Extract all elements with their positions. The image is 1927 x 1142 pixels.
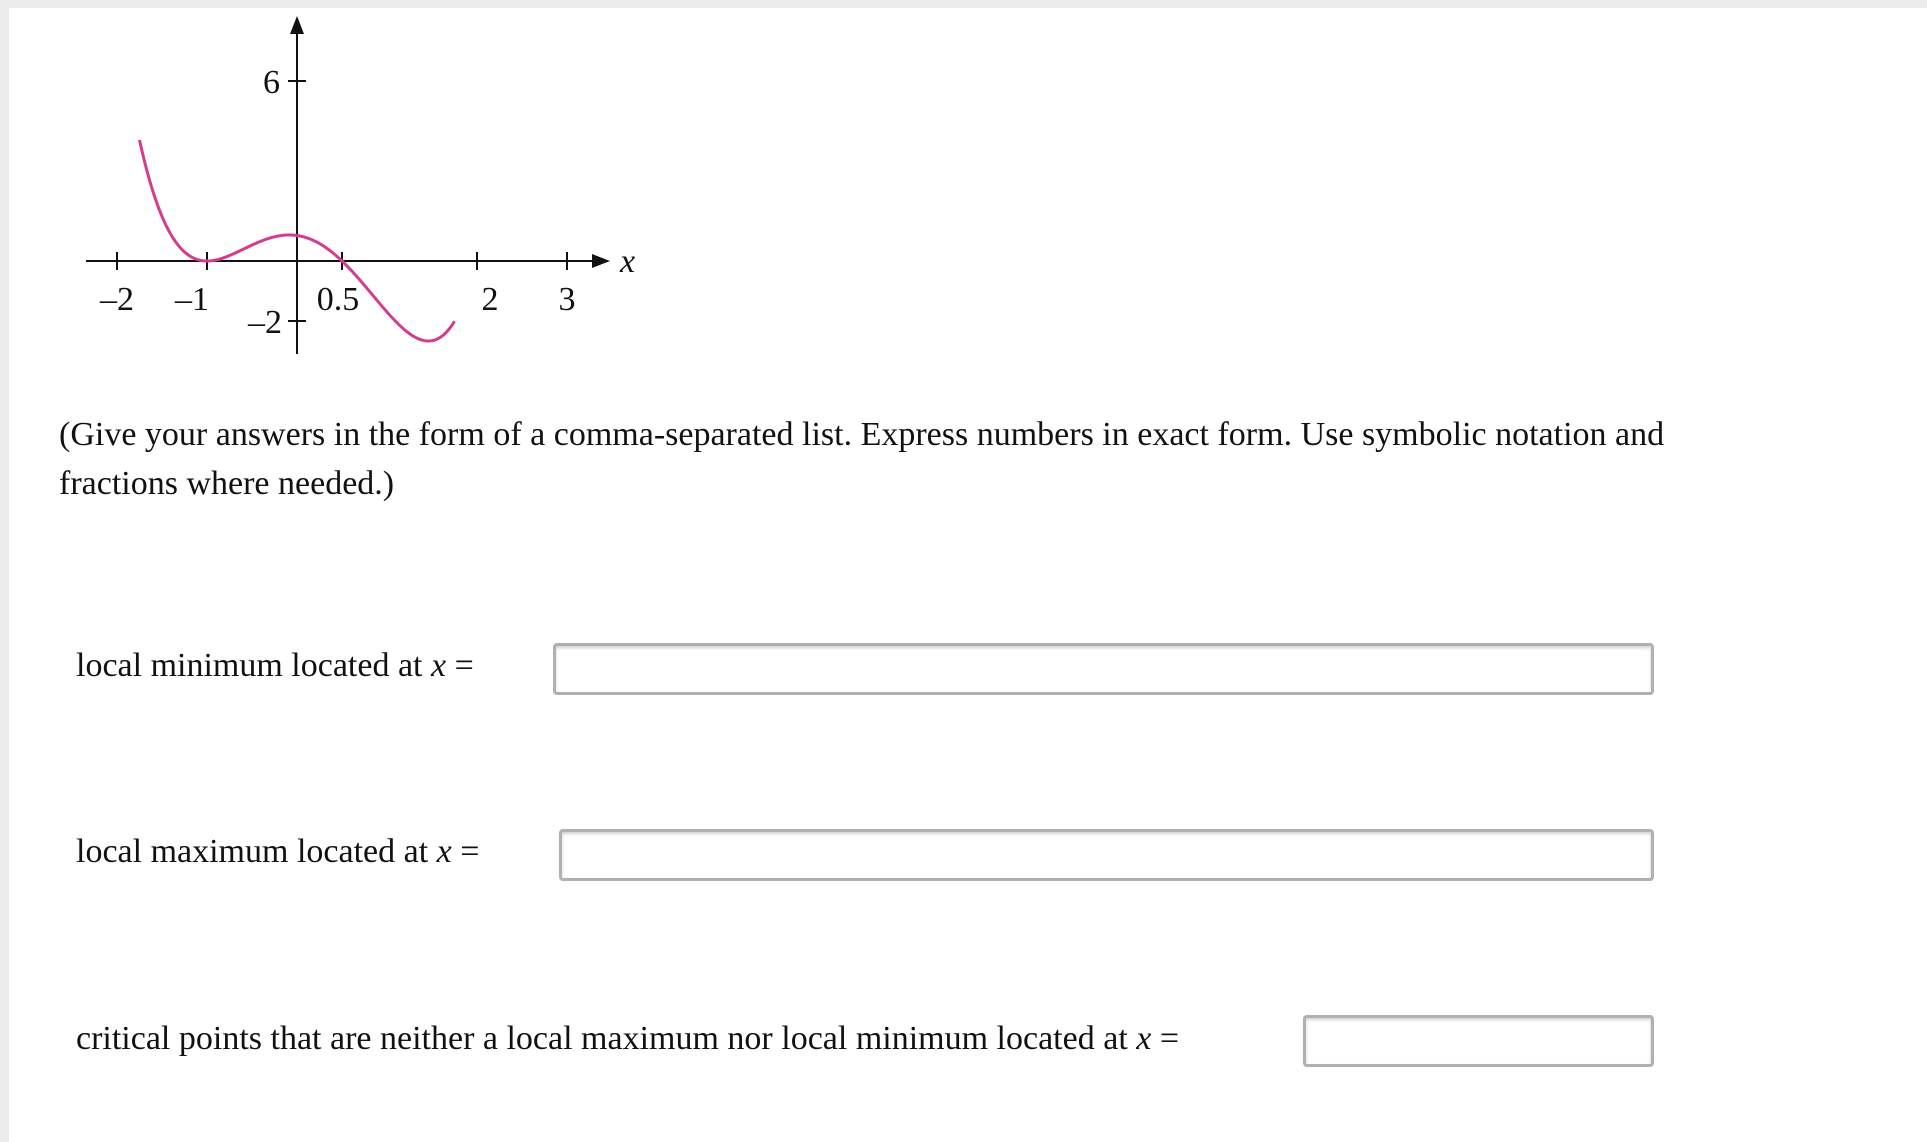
neither-label — [76, 1020, 1179, 1058]
label-variable: x — [431, 647, 447, 684]
instructions-text: (Give your answers in the form of a comma-separated list. Express numbers in exact form. Use symbolic notation and fractions where needed.) — [59, 416, 1665, 502]
label-equals: = — [451, 833, 480, 870]
local-min-input[interactable] — [553, 643, 1654, 695]
y-axis-arrow-icon — [290, 16, 304, 34]
label-equals: = — [446, 647, 474, 684]
x-tick-label: 3 — [558, 281, 576, 318]
x-tick-label: –2 — [100, 281, 134, 318]
label-text: local minimum located at — [76, 647, 432, 684]
label-text: critical points that are neither a local maximum nor local minimum located at — [76, 1020, 1137, 1057]
label-text: local maximum located at — [76, 833, 437, 870]
x-axis-arrow-icon — [592, 254, 610, 268]
local-max-label — [76, 833, 479, 871]
x-tick-label: –1 — [175, 281, 209, 318]
label-variable: x — [1136, 1020, 1152, 1057]
local-min-label — [76, 647, 474, 685]
x-tick-label: 2 — [481, 281, 499, 318]
label-equals: = — [1151, 1020, 1180, 1057]
label-variable: x — [436, 833, 452, 870]
local-max-input[interactable] — [559, 829, 1654, 881]
x-axis-label: x — [620, 243, 636, 280]
y-tick-label: 6 — [263, 64, 280, 101]
neither-input[interactable] — [1303, 1015, 1654, 1067]
y-tick-label: –2 — [248, 304, 282, 341]
function-graph — [0, 0, 680, 380]
x-tick-label: 0.5 — [316, 281, 360, 318]
